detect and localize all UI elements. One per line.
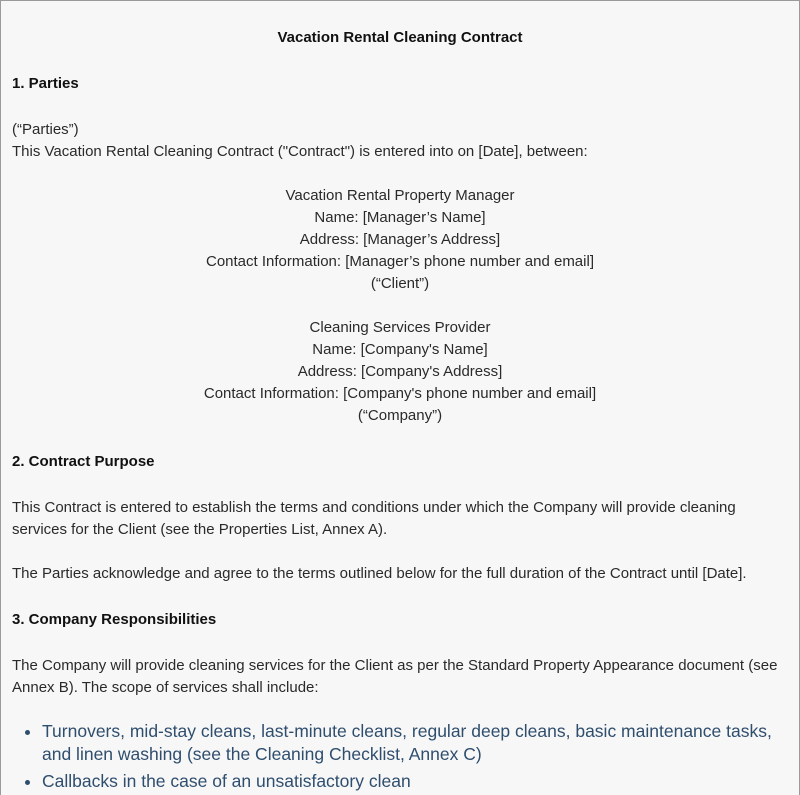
document-title: Vacation Rental Cleaning Contract	[277, 29, 523, 46]
list-item: • Turnovers, mid-stay cleans, last-minute cleans, regular deep cleans, basic maintenance tasks, and linen washing (see the Cleaning Checklist, Annex C)	[42, 720, 788, 766]
parties-label: (“Parties”)	[12, 121, 79, 138]
company-name: Name: [Company's Name]	[312, 341, 488, 358]
section-3-heading: 3. Company Responsibilities	[12, 611, 217, 628]
client-address: Address: [Manager’s Address]	[299, 231, 501, 248]
contract-intro: This Vacation Rental Cleaning Contract ("Contract") is entered into on [Date], between:	[12, 143, 588, 160]
client-role: Vacation Rental Property Manager	[285, 187, 515, 204]
company-contact: Contact Information: [Company's phone number and email]	[203, 385, 597, 402]
company-label: (“Company”)	[357, 407, 443, 424]
purpose-paragraph: This Contract is entered to establish the terms and conditions under which the Company will provide cleaning services for the Client (see the Properties List, Annex A).	[12, 499, 736, 538]
client-block	[12, 185, 788, 295]
company-address: Address: [Company's Address]	[297, 363, 503, 380]
section-1-heading: 1. Parties	[12, 75, 79, 92]
client-name: Name: [Manager’s Name]	[314, 209, 486, 226]
responsibilities-paragraph: The Company will provide cleaning services for the Client as per the Standard Property Appearance document (see Annex B). The scope of services shall include:	[12, 657, 778, 696]
client-contact: Contact Information: [Manager’s phone number and email]	[205, 253, 594, 270]
list-item: • Callbacks in the case of an unsatisfactory clean	[42, 770, 788, 793]
scope-list	[12, 720, 788, 793]
client-label: (“Client”)	[370, 275, 430, 292]
acknowledge-paragraph: The Parties acknowledge and agree to the terms outlined below for the full duration of the Contract until [Date].	[12, 565, 747, 582]
company-role: Cleaning Services Provider	[309, 319, 491, 336]
company-block	[12, 317, 788, 427]
section-2-heading: 2. Contract Purpose	[12, 453, 155, 470]
